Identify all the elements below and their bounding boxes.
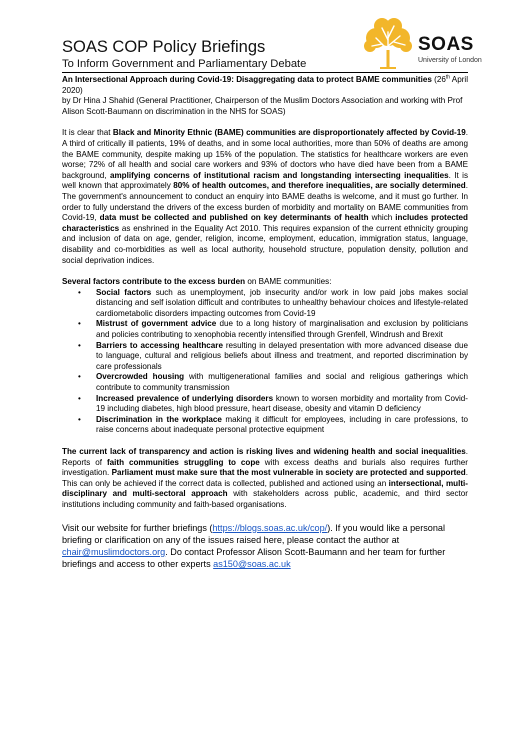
headline-text: An Intersectional Approach during Covid-19: Disaggregating data to protect BAME communities: [62, 75, 432, 84]
website-link[interactable]: https://blogs.soas.ac.uk/cop/: [212, 522, 328, 533]
text-run: . Reports of: [62, 447, 468, 467]
bold-text-run: amplifying concerns of institutional racism and longstanding intersecting inequalities: [109, 170, 449, 180]
bold-text-run: 80% of health outcomes, and therefore inequalities, are socially determined: [173, 181, 466, 191]
spacer: [62, 117, 468, 128]
tree-icon: [360, 14, 416, 70]
text-run: . It is well known that approximately: [62, 170, 468, 191]
text-run: with excess deaths and burials also requires further investigation.: [62, 457, 468, 478]
paragraph-intro: [62, 128, 468, 266]
factor-description: making it difficult for employees, including in care professions, to raise concerns about inadequate personal protective equipment: [96, 414, 468, 435]
spacer: [62, 266, 468, 277]
page-title: SOAS COP Policy Briefings: [62, 38, 266, 56]
factors-intro: Several factors contribute to the excess burden on BAME communities:: [62, 277, 332, 287]
text-run: . The government's announcement to conduct an enquiry into BAME deaths is welcome, and it must go further. In order to fully understand the drivers of the excess burden of morbidity and mortality on BAME communities from Covid-19,: [62, 181, 468, 223]
text-run: as enshrined in the Equality Act 2010. This requires expansion of the current ethnicity grouping and inclusion of data on age, gender, religion, income, employment, education, immigration status, language, disability and co-morbidities as well as local authority, household structure, population density, pollution and social deprivation indices.: [62, 223, 468, 265]
factors-list: [62, 288, 468, 436]
factor-description: resulting in delayed presentation with more advanced disease due to language, cultural and religious beliefs about illness and treatment, and reported discrimination by care professionals: [96, 340, 468, 371]
factor-list-item: [78, 287, 468, 320]
factor-list-item: [78, 340, 468, 373]
factor-title: Discrimination in the workplace: [96, 414, 222, 424]
text-run: which: [368, 213, 396, 223]
article-body: [62, 75, 468, 570]
text-run: It is clear that: [62, 128, 113, 138]
bullet-icon: •: [78, 287, 81, 297]
bullet-icon: •: [78, 372, 81, 382]
headline-date: (26th April 2020): [62, 74, 468, 95]
logo-subtext: University of London: [418, 57, 482, 64]
bold-text-run: data must be collected and published on key determinants of health: [99, 213, 369, 223]
article-headline: [62, 75, 468, 96]
spacer: [62, 436, 468, 447]
bold-text-run: The current lack of transparency and action is risking lives and widening health and social inequalities: [62, 447, 466, 456]
text-run: . This can only be achieved if the correct data is collected, published and actioned using an: [62, 468, 468, 488]
bold-text-run: intersectional, multi-disciplinary and multi-sectoral approach: [62, 478, 468, 499]
bold-text-run: Parliament must make sure that the most vulnerable in society are protected and supported: [111, 468, 466, 478]
bullet-icon: •: [78, 319, 81, 329]
byline: by Dr Hina J Shahid (General Practitioner, Chairperson of the Muslim Doctors Association and working with Prof Alison Scott-Baumann on discrimination in the NHS for SOAS): [62, 96, 463, 116]
bold-text-run: includes protected characteristics: [62, 213, 468, 233]
bullet-icon: •: [78, 393, 81, 403]
bullet-icon: •: [78, 340, 81, 350]
factor-list-item: [78, 372, 468, 393]
paragraph-conclusion: [62, 447, 468, 511]
factor-list-item: [78, 319, 469, 340]
text-run: with stakeholders across public, academic, and third sector institutions including community and faith-based organisations.: [62, 489, 468, 509]
page-subtitle: To Inform Government and Parliamentary Debate: [62, 58, 307, 70]
spacer: [62, 511, 468, 522]
factor-description: known to worsen morbidity and mortality from Covid-19 including diabetes, high blood pressure, heart disease, obesity and vitamin D deficiency: [96, 393, 468, 414]
factor-description: such as unemployment, job insecurity and/or work in low paid jobs makes social distancing and self isolation difficult and contributes to unhealthy behaviour choices and lifestyle-related cardiometabolic disorders impacting outcomes from Covid-19: [96, 287, 468, 318]
factor-description: due to a long history of marginalisation and exclusion by politicians and policies contributing to xenophobia recently intensified through Grenfell, Windrush and Brexit: [96, 319, 469, 340]
author-email-link[interactable]: chair@muslimdoctors.org: [62, 546, 166, 557]
logo-text: SOAS: [418, 34, 474, 55]
factor-list-item: [78, 393, 468, 415]
factor-description: with multigenerational families and social and religious gatherings which contribute to community transmission: [96, 372, 468, 393]
bold-text-run: faith communities struggling to cope: [106, 457, 260, 467]
factor-list-item: [78, 414, 468, 436]
text-run: . A third of critically ill patients, 19% of deaths, and in some local authorities, more than 50% of deaths are among the BAME community, despite making up 15% of the population. The statistics for healthcare workers are even worse; 72% of all health and social care workers and 93% of doctors who have died have been from a BAME background,: [62, 128, 468, 180]
factor-title: Overcrowded housing: [96, 372, 185, 382]
factor-title: Barriers to accessing healthcare: [96, 340, 223, 350]
contact-email-link[interactable]: as150@soas.ac.uk: [213, 559, 291, 570]
factor-title: Increased prevalence of underlying disorders: [96, 393, 274, 403]
bullet-icon: •: [78, 414, 81, 424]
factor-title: Mistrust of government advice: [96, 319, 217, 329]
bold-text-run: Black and Minority Ethnic (BAME) communities are disproportionately affected by Covid-19: [112, 128, 466, 138]
factor-title: Social factors: [96, 287, 152, 297]
contact-paragraph: Visit our website for further briefings (https://blogs.soas.ac.uk/cop/). If you would like a personal briefing or clarification on any of the issues raised here, please contact the author at chair@muslimdoctors.org. Do contact Professor Alison Scott-Baumann and her team for further briefings and access to other experts as150@soas.ac.uk: [62, 522, 446, 570]
